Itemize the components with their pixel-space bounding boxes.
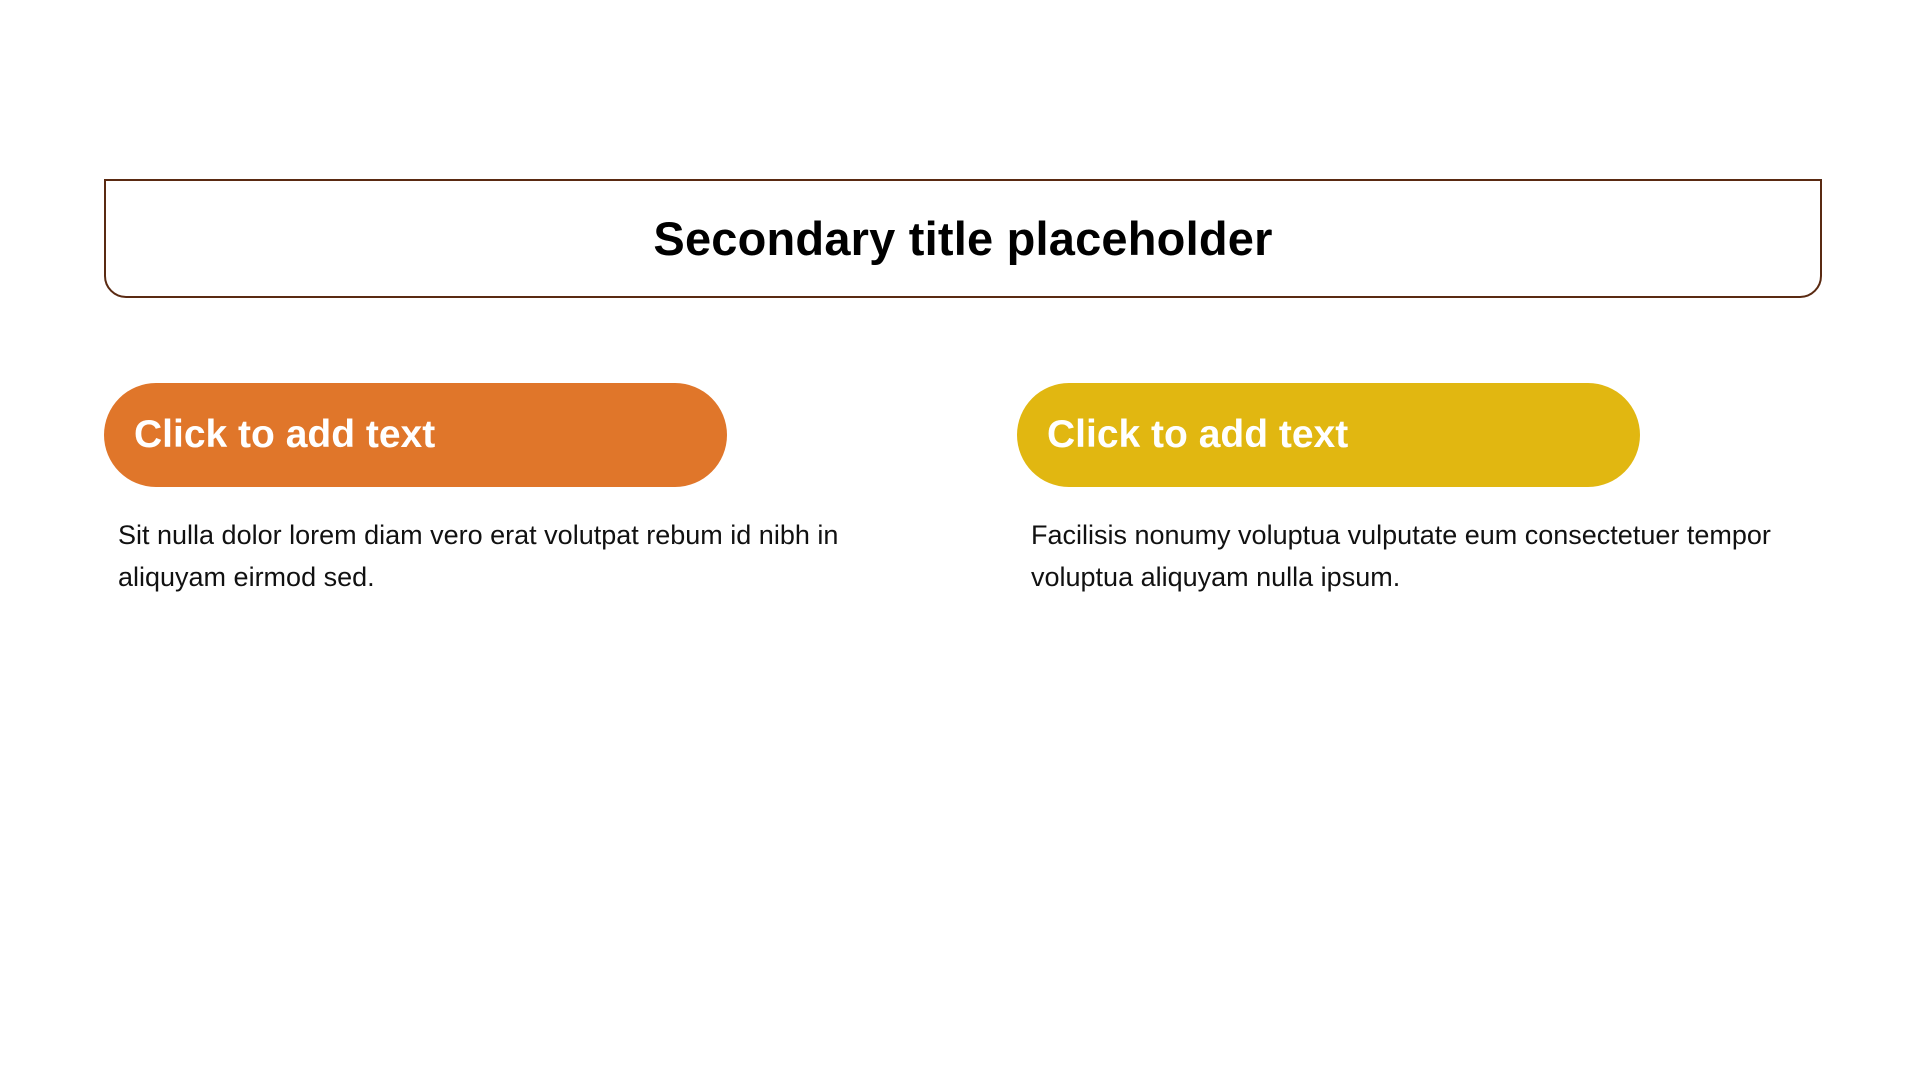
right-body-text[interactable]: Facilisis nonumy voluptua vulputate eum consectetuer tempor voluptua aliquyam nulla ipsum. — [1031, 520, 1771, 592]
left-heading-pill[interactable] — [104, 383, 727, 487]
right-heading-text: Click to add text — [1047, 413, 1349, 456]
right-heading-pill[interactable] — [1017, 383, 1640, 487]
left-heading-text: Click to add text — [134, 413, 436, 456]
slide-title: Secondary title placeholder — [653, 212, 1273, 265]
left-body-text[interactable]: Sit nulla dolor lorem diam vero erat volutpat rebum id nibh in aliquyam eirmod sed. — [118, 520, 839, 592]
title-placeholder-box[interactable] — [104, 179, 1822, 298]
